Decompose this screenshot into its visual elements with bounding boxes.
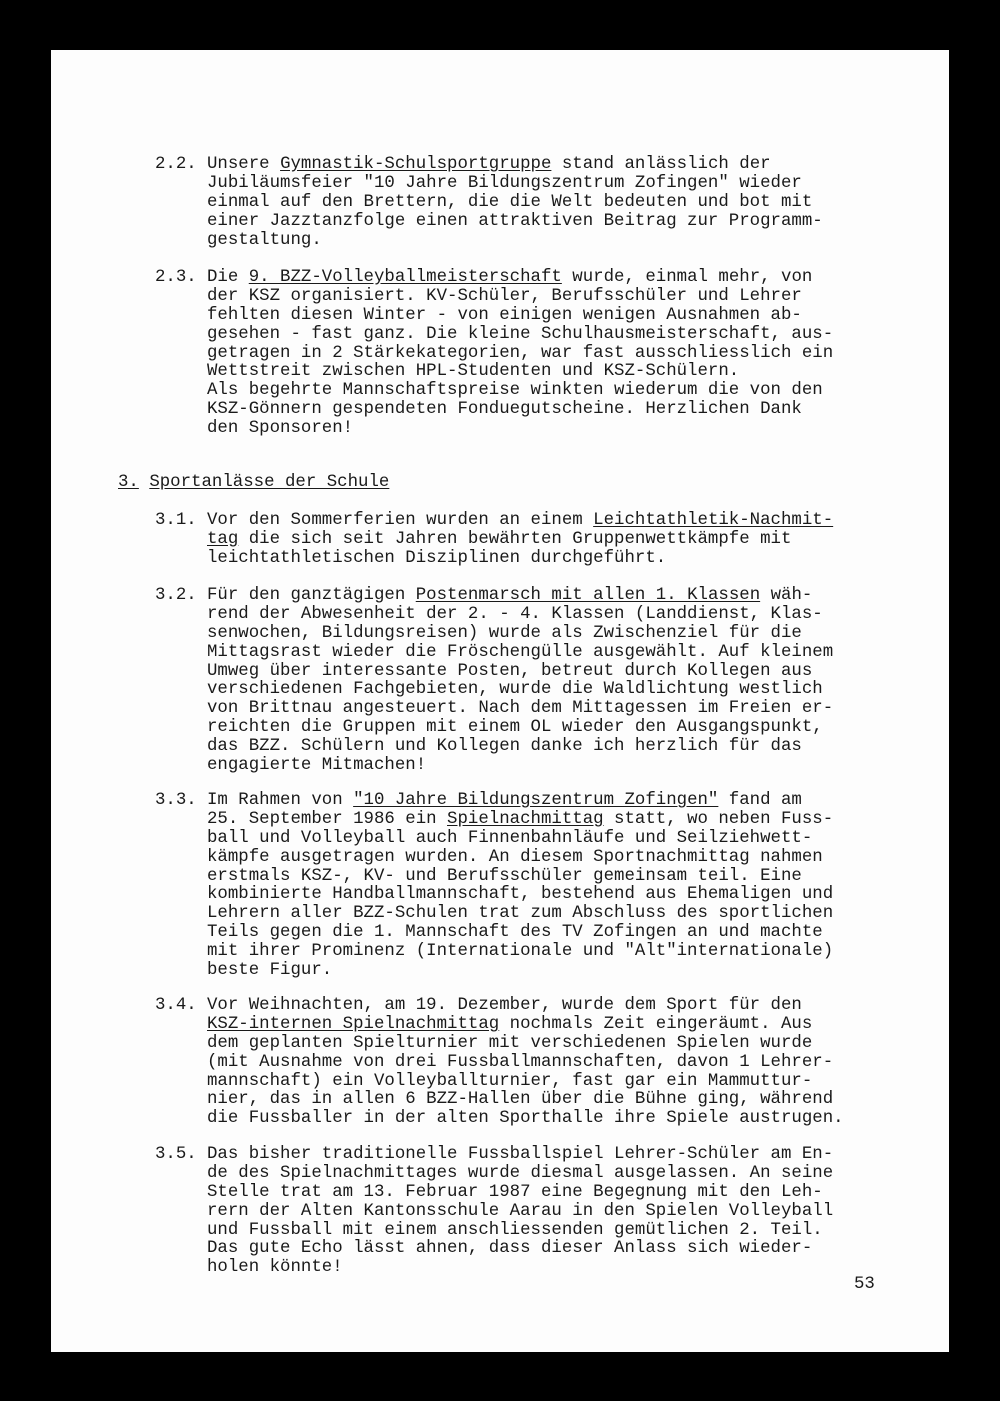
line-text: wäh- — [760, 586, 813, 605]
line-text: einmal auf den Brettern, die die Welt bedeuten und bot mit — [207, 192, 813, 212]
text-line — [207, 587, 887, 606]
text-line — [207, 1259, 887, 1278]
underlined-phrase: Postenmarsch mit allen 1. Klassen — [415, 586, 761, 605]
text-line — [207, 663, 887, 682]
line-text: Teils gegen die 1. Mannschaft des TV Zofingen an und machte — [207, 923, 823, 943]
text-line — [207, 1091, 887, 1110]
text-line — [207, 1165, 887, 1184]
text-line — [207, 924, 887, 943]
text-line — [207, 943, 887, 962]
text-line — [207, 156, 887, 175]
text-line — [207, 811, 887, 830]
text-line — [207, 644, 887, 663]
text-line — [207, 345, 887, 364]
item-number: 3.4. — [155, 996, 197, 1015]
text-line — [207, 363, 887, 382]
line-text: de des Spielnachmittages wurde diesmal ausgelassen. An seine — [207, 1163, 834, 1183]
item-text — [207, 512, 887, 569]
line-text: statt, wo neben Fuss- — [603, 809, 834, 829]
text-line — [207, 307, 887, 326]
item-number: 2.2. — [155, 155, 197, 174]
line-text: Unsere — [207, 155, 281, 174]
text-line — [207, 269, 887, 288]
text-line — [207, 1073, 887, 1092]
item-text — [207, 792, 887, 981]
line-text: mit ihrer Prominenz (Internationale und "Alt"internationale) — [207, 942, 834, 962]
underlined-phrase: KSZ-internen Spielnachmittag — [207, 1014, 500, 1034]
text-line — [207, 606, 887, 625]
text-line — [207, 868, 887, 887]
underlined-phrase: Gymnastik-Schulsportgruppe — [280, 155, 552, 174]
page-number: 53 — [854, 1275, 875, 1294]
item-text — [207, 587, 887, 776]
text-line — [207, 905, 887, 924]
line-text: den Sponsoren! — [207, 419, 354, 439]
line-text: Als begehrte Mannschaftspreise winkten wiederum die von den — [207, 381, 823, 401]
line-text: KSZ-Gönnern gespendeten Fonduegutscheine. Herzlichen Dank — [207, 400, 802, 420]
text-line — [207, 550, 887, 569]
text-line — [207, 886, 887, 905]
section-heading — [118, 474, 389, 493]
line-text: von Brittnau angesteuert. Nach dem Mittagessen im Freien er- — [207, 699, 834, 719]
text-line — [207, 420, 887, 439]
item-number: 2.3. — [155, 268, 197, 287]
document-page — [51, 50, 949, 1352]
line-text: das BZZ. Schülern und Kollegen danke ich herzlich für das — [207, 737, 802, 757]
text-line — [207, 512, 887, 531]
line-text: nier, das in allen 6 BZZ-Hallen über die Bühne ging, während — [207, 1090, 834, 1110]
section-heading-number: 3. — [118, 473, 139, 492]
text-line — [207, 531, 887, 550]
item-text — [207, 1146, 887, 1278]
text-line — [207, 997, 887, 1016]
line-text: Wettstreit zwischen HPL-Studenten und KSZ-Schülern. — [207, 362, 740, 382]
line-text: dem geplanten Spielturnier mit verschiedenen Spielen wurde — [207, 1033, 813, 1053]
underlined-phrase: Spielnachmittag — [447, 809, 604, 829]
text-line — [207, 194, 887, 213]
line-text: Im Rahmen von — [207, 791, 354, 810]
line-text: die Fussballer in der alten Sporthalle ihre Spiele austrugen. — [207, 1109, 844, 1129]
text-line — [207, 681, 887, 700]
line-text: getragen in 2 Stärkekategorien, war fast ausschliesslich ein — [207, 343, 834, 363]
text-line — [207, 1203, 887, 1222]
line-text: reichten die Gruppen mit einem OL wieder den Ausgangspunkt, — [207, 718, 823, 738]
item-number: 3.1. — [155, 511, 197, 530]
underlined-phrase: tag — [207, 529, 239, 549]
line-text: engagierte Mitmachen! — [207, 756, 427, 776]
line-text: (mit Ausnahme von drei Fussballmannschaften, davon 1 Lehrer- — [207, 1052, 834, 1072]
line-text: Vor Weihnachten, am 19. Dezember, wurde dem Sport für den — [207, 996, 802, 1015]
line-text: gestaltung. — [207, 230, 322, 250]
item-number: 3.5. — [155, 1145, 197, 1164]
line-text: Umweg über interessante Posten, betreut durch Kollegen aus — [207, 661, 813, 681]
line-text: Mittagsrast wieder die Fröschengülle ausgewählt. Auf kleinem — [207, 642, 834, 662]
line-text: fehlten diesen Winter - von einigen wenigen Ausnahmen ab- — [207, 305, 802, 325]
item-number: 3.2. — [155, 586, 197, 605]
line-text: kombinierte Handballmannschaft, bestehend aus Ehemaligen und — [207, 885, 834, 905]
line-text: der KSZ organisiert. KV-Schüler, Berufsschüler und Lehrer — [207, 286, 802, 306]
line-text: rend der Abwesenheit der 2. - 4. Klassen (Landdienst, Klas- — [207, 604, 823, 624]
item-number: 3.3. — [155, 791, 197, 810]
text-line — [207, 1222, 887, 1241]
text-line — [207, 757, 887, 776]
line-text: holen könnte! — [207, 1258, 343, 1278]
line-text: verschiedenen Fachgebieten, wurde die Waldlichtung westlich — [207, 680, 823, 700]
line-text: nochmals Zeit eingeräumt. Aus — [499, 1014, 813, 1034]
line-text: kämpfe ausgetragen wurden. An diesem Sportnachmittag nahmen — [207, 847, 823, 867]
line-text: Lehrern aller BZZ-Schulen trat zum Abschluss des sportlichen — [207, 904, 834, 924]
line-text: und Fussball mit einem anschliessenden gemütlichen 2. Teil. — [207, 1220, 823, 1240]
underlined-phrase: Leichtathletik-Nachmit- — [593, 511, 834, 530]
line-text: Jubiläumsfeier "10 Jahre Bildungszentrum Zofingen" wieder — [207, 173, 802, 193]
line-text: Stelle trat am 13. Februar 1987 eine Begegnung mit den Leh- — [207, 1182, 823, 1202]
line-text: leichtathletischen Disziplinen durchgeführt. — [207, 548, 667, 568]
line-text: mannschaft) ein Volleyballturnier, fast gar ein Mammuttur- — [207, 1071, 813, 1091]
text-line — [207, 1016, 887, 1035]
item-text — [207, 156, 887, 250]
line-text: rern der Alten Kantonsschule Aarau in den Spielen Volleyball — [207, 1201, 834, 1221]
line-text: erstmals KSZ-, KV- und Berufsschüler gemeinsam teil. Eine — [207, 866, 802, 886]
underlined-phrase: 9. BZZ-Volleyballmeisterschaft — [248, 268, 562, 287]
text-line — [207, 625, 887, 644]
item-text — [207, 997, 887, 1129]
text-line — [207, 1035, 887, 1054]
text-line — [207, 738, 887, 757]
line-text: einer Jazztanzfolge einen attraktiven Beitrag zur Programm- — [207, 211, 823, 231]
text-line — [207, 830, 887, 849]
text-line — [207, 213, 887, 232]
text-line — [207, 175, 887, 194]
line-text: fand am — [718, 791, 802, 810]
line-text: die sich seit Jahren bewährten Gruppenwettkämpfe mit — [238, 529, 792, 549]
text-line — [207, 1054, 887, 1073]
text-line — [207, 1240, 887, 1259]
text-line — [207, 719, 887, 738]
line-text: Die — [207, 268, 249, 287]
text-line — [207, 849, 887, 868]
line-text: stand anlässlich der — [551, 155, 771, 174]
text-line — [207, 1146, 887, 1165]
text-line — [207, 232, 887, 251]
line-text: 25. September 1986 ein — [207, 809, 448, 829]
line-text: Vor den Sommerferien wurden an einem — [207, 511, 594, 530]
line-text: ball und Volleyball auch Finnenbahnläufe und Seilziehwett- — [207, 828, 813, 848]
text-line — [207, 1110, 887, 1129]
line-text: Das gute Echo lässt ahnen, dass dieser Anlass sich wieder- — [207, 1239, 813, 1259]
line-text: Für den ganztägigen — [207, 586, 416, 605]
line-text: wurde, einmal mehr, von — [561, 268, 813, 287]
underlined-phrase: "10 Jahre Bildungszentrum Zofingen" — [353, 791, 719, 810]
line-text: senwochen, Bildungsreisen) wurde als Zwischenziel für die — [207, 623, 802, 643]
text-line — [207, 288, 887, 307]
text-line — [207, 700, 887, 719]
item-text — [207, 269, 887, 439]
text-line — [207, 962, 887, 981]
line-text: gesehen - fast ganz. Die kleine Schulhausmeisterschaft, aus- — [207, 324, 834, 344]
line-text: beste Figur. — [207, 961, 333, 981]
text-line — [207, 401, 887, 420]
text-line — [207, 326, 887, 345]
text-line — [207, 1184, 887, 1203]
line-text: Das bisher traditionelle Fussballspiel Lehrer-Schüler am En- — [207, 1145, 834, 1164]
text-line — [207, 382, 887, 401]
text-line — [207, 792, 887, 811]
section-heading-title: Sportanlässe der Schule — [149, 473, 390, 492]
